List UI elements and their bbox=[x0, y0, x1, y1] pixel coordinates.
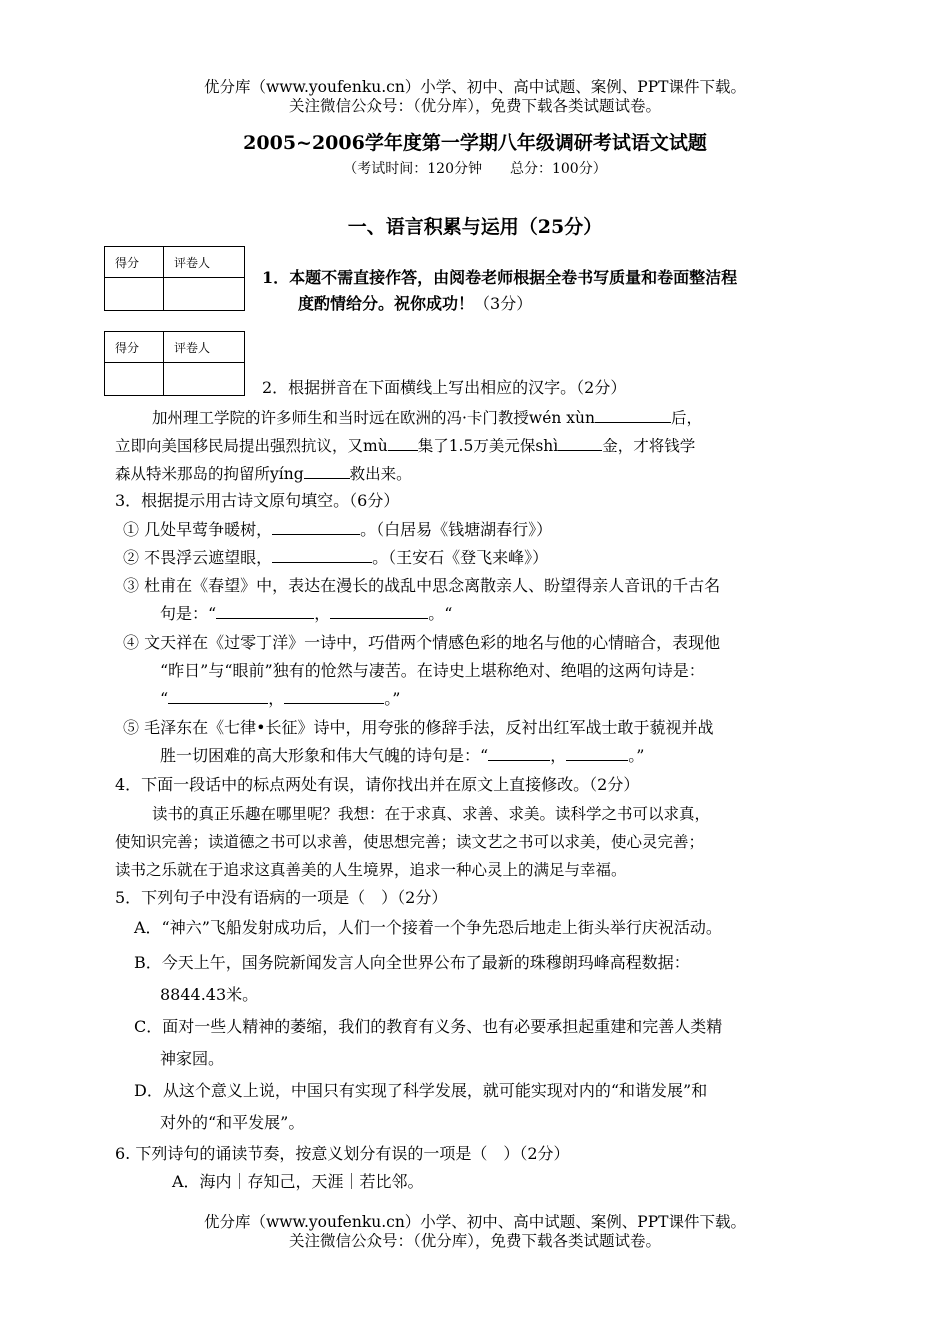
blank-q3-5a[interactable] bbox=[488, 746, 550, 761]
q2-text: 救出来。 bbox=[349, 465, 412, 483]
q3-text: 。“ bbox=[428, 604, 453, 623]
exam-title: 2005~2006学年度第一学期八年级调研考试语文试题 bbox=[243, 132, 707, 154]
q5-option-d[interactable]: D．从这个意义上说，中国只有实现了科学发展，就可能实现对内的“和谐发展”和 bbox=[134, 1081, 708, 1100]
q3-text: 。（白居易《钱塘湖春行》） bbox=[360, 520, 553, 539]
blank-q3-4a[interactable] bbox=[168, 689, 268, 704]
q2-text: 加州理工学院的许多师生和当时远在欧洲的冯·卡门教授wén xùn bbox=[152, 409, 595, 427]
blank-mu[interactable] bbox=[388, 436, 418, 451]
score-label: 得分 bbox=[105, 247, 164, 278]
score-box-1 bbox=[104, 246, 245, 311]
q3-item4-line3 bbox=[160, 689, 400, 709]
blank-q3-1[interactable] bbox=[272, 520, 360, 535]
q3-text: ① 几处早莺争暖树， bbox=[123, 520, 273, 539]
blank-q3-2[interactable] bbox=[272, 548, 372, 563]
q1-line2 bbox=[298, 294, 532, 314]
q2-para-line3 bbox=[115, 464, 412, 484]
q6-option-a[interactable]: A．海内｜存知己，天涯｜若比邻。 bbox=[172, 1172, 424, 1191]
q2-text: 后， bbox=[671, 409, 703, 427]
score-box-2 bbox=[104, 331, 245, 396]
q4-para-line2: 使知识完善；读道德之书可以求善，使思想完善；读文艺之书可以求美，使心灵完善； bbox=[115, 833, 705, 851]
grader-cell[interactable] bbox=[164, 363, 245, 396]
q5-option-d-cont: 对外的“和平发展”。 bbox=[160, 1113, 305, 1132]
site-footer-line2: 关注微信公众号：（优分库），免费下载各类试题试卷。 bbox=[288, 1232, 661, 1250]
q3-text: ② 不畏浮云遮望眼， bbox=[123, 548, 273, 567]
score-cell[interactable] bbox=[105, 278, 164, 311]
score-label: 得分 bbox=[105, 332, 164, 363]
q1-line1: 1．本题不需直接作答，由阅卷老师根据全卷书写质量和卷面整洁程 bbox=[262, 268, 738, 287]
exam-subtitle: （考试时间：120分钟 总分：100分） bbox=[343, 161, 607, 177]
q2-text: 立即向美国移民局提出强烈抗议，又mù bbox=[115, 437, 388, 455]
q3-item4-line1: ④ 文天祥在《过零丁洋》一诗中，巧借两个情感色彩的地名与他的心情暗合，表现他 bbox=[123, 633, 721, 652]
q3-text: ， bbox=[268, 689, 285, 708]
q3-item3-line2 bbox=[160, 604, 452, 624]
q5-option-b[interactable]: B．今天上午，国务院新闻发言人向全世界公布了最新的珠穆朗玛峰高程数据： bbox=[134, 953, 690, 972]
site-header-line1: 优分库（www.youfenku.cn）小学、初中、高中试题、案例、PPT课件下载。 bbox=[203, 78, 747, 96]
q3-item5-line2 bbox=[160, 746, 644, 766]
q3-text: 。（王安石《登飞来峰》） bbox=[372, 548, 549, 567]
blank-ying[interactable] bbox=[304, 464, 350, 479]
q3-text: ， bbox=[314, 604, 331, 623]
q2-para-line2 bbox=[115, 436, 695, 456]
grader-label: 评卷人 bbox=[164, 332, 245, 363]
q5-option-b-cont: 8844.43米。 bbox=[160, 985, 259, 1004]
blank-q3-3a[interactable] bbox=[216, 604, 314, 619]
q3-text: 胜一切困难的高大形象和伟大气魄的诗句是：“ bbox=[160, 746, 489, 765]
q3-stem: 3．根据提示用古诗文原句填空。（6分） bbox=[115, 491, 400, 510]
q4-para-line1: 读书的真正乐趣在哪里呢？我想：在于求真、求善、求美。读科学之书可以求真， bbox=[152, 805, 711, 823]
site-header-line2: 关注微信公众号：（优分库），免费下载各类试题试卷。 bbox=[288, 97, 661, 115]
q5-option-c-cont: 神家园。 bbox=[160, 1049, 225, 1068]
q4-stem: 4．下面一段话中的标点两处有误，请你找出并在原文上直接修改。（2分） bbox=[115, 775, 640, 794]
blank-shi[interactable] bbox=[558, 436, 602, 451]
grader-cell[interactable] bbox=[164, 278, 245, 311]
q5-option-c[interactable]: C．面对一些人精神的萎缩，我们的教育有义务、也有必要承担起重建和完善人类精 bbox=[134, 1017, 723, 1036]
q3-text: “ bbox=[160, 689, 169, 708]
q2-text: 金，才将钱学 bbox=[602, 437, 696, 455]
q3-text: 。” bbox=[384, 689, 401, 708]
q3-text: ， bbox=[550, 746, 567, 765]
grader-label: 评卷人 bbox=[164, 247, 245, 278]
q2-stem: 2．根据拼音在下面横线上写出相应的汉字。（2分） bbox=[262, 378, 627, 397]
q3-item5-line1: ⑤ 毛泽东在《七律•长征》诗中，用夸张的修辞手法，反衬出红军战士敢于藐视并战 bbox=[123, 718, 714, 737]
q3-item1 bbox=[123, 520, 552, 540]
blank-q3-3b[interactable] bbox=[330, 604, 428, 619]
blank-wenxun[interactable] bbox=[595, 408, 671, 423]
site-footer-line1: 优分库（www.youfenku.cn）小学、初中、高中试题、案例、PPT课件下载。 bbox=[203, 1213, 747, 1231]
q2-text: 森从特米那岛的拘留所yíng bbox=[115, 465, 304, 483]
q1-line2-text: 度酌情给分。祝你成功！ bbox=[298, 294, 475, 313]
q5-stem: 5．下列句子中没有语病的一项是（ ）（2分） bbox=[115, 888, 448, 907]
blank-q3-5b[interactable] bbox=[566, 746, 628, 761]
q6-stem: 6. 下列诗句的诵读节奏，按意义划分有误的一项是（ ）（2分） bbox=[115, 1144, 570, 1163]
blank-q3-4b[interactable] bbox=[284, 689, 384, 704]
q5-option-a[interactable]: A．“神六”飞船发射成功后，人们一个接着一个争先恐后地走上街头举行庆祝活动。 bbox=[134, 918, 722, 937]
q3-text: 。” bbox=[628, 746, 645, 765]
section-heading: 一、语言积累与运用（25分） bbox=[347, 216, 603, 238]
q1-points: （3分） bbox=[474, 294, 533, 313]
q3-item2 bbox=[123, 548, 548, 568]
q4-para-line3: 读书之乐就在于追求这真善美的人生境界，追求一种心灵上的满足与幸福。 bbox=[115, 861, 627, 879]
q3-text: 句是：“ bbox=[160, 604, 217, 623]
q2-para-line1 bbox=[152, 408, 702, 428]
q2-text: 集了1.5万美元保shì bbox=[417, 437, 559, 455]
q3-item4-line2: “昨日”与“眼前”独有的怆然与凄苦。在诗史上堪称绝对、绝唱的这两句诗是： bbox=[160, 661, 705, 680]
q3-item3-line1: ③ 杜甫在《春望》中，表达在漫长的战乱中思念离散亲人、盼望得亲人音讯的千古名 bbox=[123, 576, 721, 595]
score-cell[interactable] bbox=[105, 363, 164, 396]
